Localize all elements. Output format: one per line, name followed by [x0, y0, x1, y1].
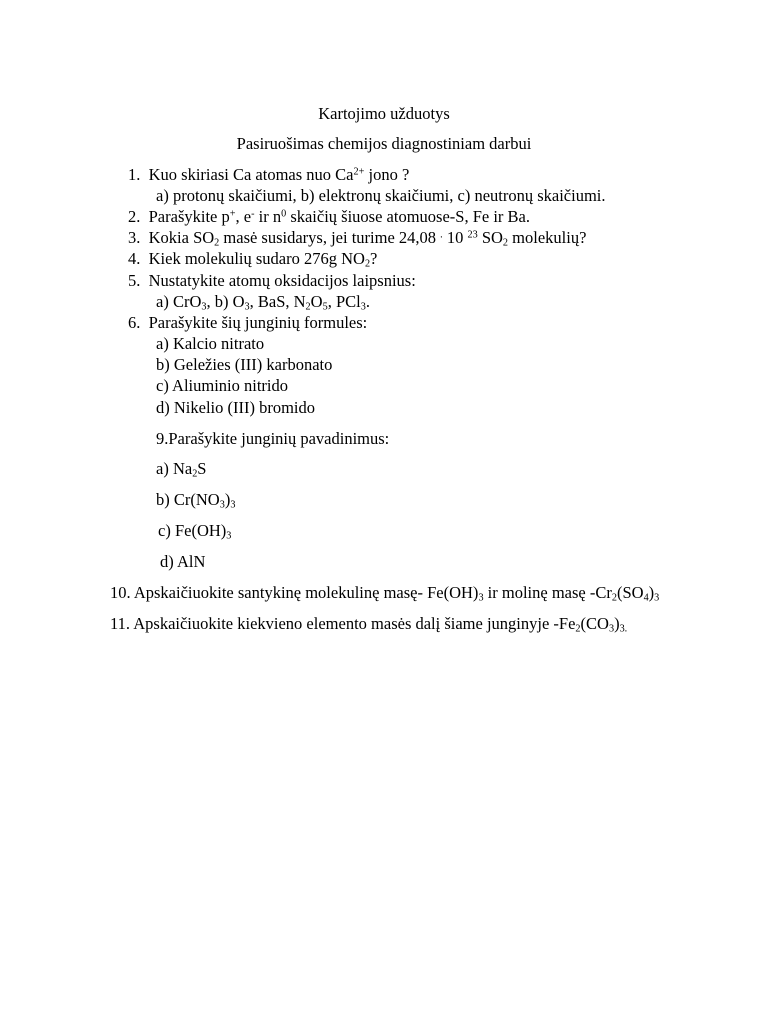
question-text: Kiek molekulių sudaro 276g $NO_2$? [148, 249, 378, 270]
list-item: b) $Cr(NO_3)_3$ [156, 490, 236, 511]
question-3 [128, 230, 586, 247]
question-text: Parašykite p+, e- ir $n^0$ skaičių šiuose atomuose-S, Fe ir Ba. [148, 207, 530, 226]
question-5 [128, 273, 416, 290]
question-number: 6. [128, 313, 141, 332]
question-number: 3. [128, 228, 141, 247]
question-number: 2. [128, 207, 141, 226]
question-number: 5. [128, 271, 141, 290]
document-subtitle: Pasiruošimas chemijos diagnostiniam darbui [236, 134, 532, 153]
list-item: a) $Na_2S$ [156, 459, 207, 480]
question-4 [128, 251, 377, 268]
question-2 [128, 209, 530, 226]
list-item: d) Nikelio (III) bromido [156, 398, 315, 417]
list-item: a) Kalcio nitrato [156, 334, 265, 353]
question-6 [128, 315, 367, 332]
question-text: Kokia $SO_2$ masė susidarys, jei turime 24,08 . 10 $^{23}$ $SO_2$ molekulių? [148, 228, 587, 249]
question-1 [128, 167, 409, 184]
list-item: c) $Fe(OH)_3$ [158, 521, 232, 542]
list-item: d) AlN [160, 552, 206, 571]
question-1-options: a) protonų skaičiumi, b) elektronų skaičiumi, c) neutronų skaičiumi. [156, 186, 606, 205]
question-9: 9.Parašykite junginių pavadinimus: [156, 429, 390, 448]
document-title: Kartojimo užduotys [318, 104, 450, 123]
list-item: c) Aliuminio nitrido [156, 376, 288, 395]
question-text: Parašykite šių junginių formules: [148, 313, 368, 332]
list-item: b) Geležies (III) karbonato [156, 355, 333, 374]
question-11: 11. Apskaičiuokite kiekvieno elemento masės dalį šiame junginyje $-Fe_2(CO_3)_{3.}$ [110, 614, 628, 635]
question-text: Kuo skiriasi Ca atomas nuo $Ca^{2+}$ jono ? [148, 165, 410, 184]
question-number: 4. [128, 249, 141, 268]
question-5-options: a) CrO$_3$, b) $O_3$, BaS, $N_2O_5$, PCl$_3$. [156, 292, 370, 313]
question-10: 10. Apskaičiuokite santykinę molekulinę masę- $Fe(OH)_3$ ir molinę masę $-Cr_2(SO_4)_3$ [110, 583, 660, 604]
question-number: 1. [128, 165, 141, 184]
question-text: Nustatykite atomų oksidacijos laipsnius: [148, 271, 416, 290]
